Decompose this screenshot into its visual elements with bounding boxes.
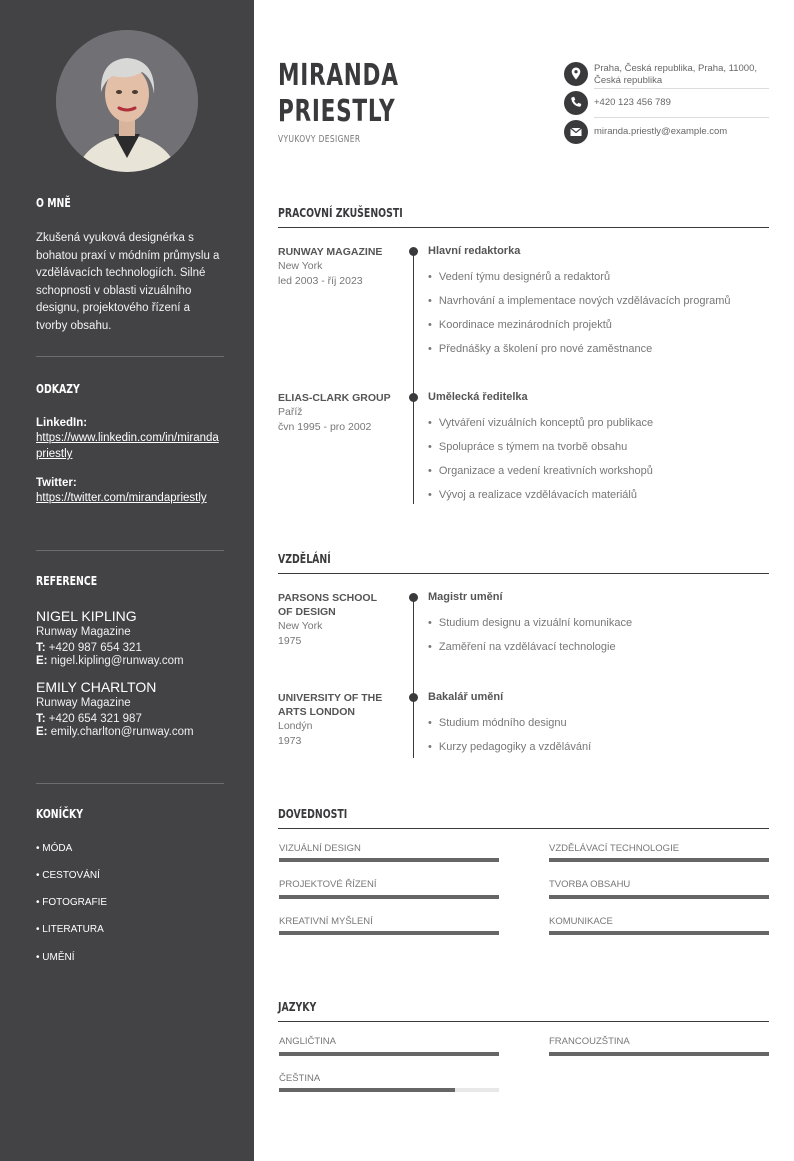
experience-bullet: • Vývoj a realizace vzdělávacích materiálů — [428, 489, 637, 501]
about-title: O MNĚ — [36, 196, 71, 210]
timeline-dot — [409, 693, 418, 702]
reference-name: EMILY CHARLTON — [36, 679, 157, 695]
hobby-item: • MÓDA — [36, 843, 73, 854]
experience-company: RUNWAY MAGAZINE — [278, 246, 383, 258]
experience-location: Paříž — [278, 406, 303, 418]
link-label: Twitter: — [36, 477, 77, 489]
reference-company: Runway Magazine — [36, 697, 131, 709]
contact-divider — [594, 117, 769, 118]
section-rule — [278, 1021, 769, 1022]
references-section — [36, 574, 224, 738]
skills-title: DOVEDNOSTI — [278, 807, 348, 821]
reference-item — [36, 608, 224, 667]
hobby-item: • CESTOVÁNÍ — [36, 870, 100, 881]
timeline-line — [413, 598, 414, 758]
experience-bullet: • Vedení týmu designérů a redaktorů — [428, 271, 610, 283]
reference-name: NIGEL KIPLING — [36, 608, 137, 624]
reference-phone: T: +420 654 321 987 — [36, 713, 142, 725]
education-school: PARSONS SCHOOL OF DESIGN — [278, 592, 377, 618]
contact-divider — [594, 88, 769, 89]
sidebar-divider — [36, 783, 224, 784]
address-text: Praha, Česká republika, Praha, 11000, Česká republika — [594, 63, 758, 86]
skill-bar — [279, 858, 499, 862]
job-title: VYUKOVY DESIGNER — [278, 134, 361, 145]
phone-text: +420 123 456 789 — [594, 97, 671, 108]
section-rule — [278, 227, 769, 228]
experience-dates: led 2003 - říj 2023 — [278, 275, 363, 287]
hobby-item: • UMĚNÍ — [36, 952, 75, 963]
timeline-dot — [409, 593, 418, 602]
skill-bar — [549, 858, 769, 862]
profile-photo — [56, 30, 198, 172]
links-section — [36, 382, 224, 506]
hobby-item: • FOTOGRAFIE — [36, 897, 108, 908]
contact-email — [564, 120, 769, 144]
language-label: FRANCOUZŠTINA — [549, 1036, 630, 1047]
education-year: 1973 — [278, 735, 302, 747]
experience-bullet: • Spolupráce s týmem na tvorbě obsahu — [428, 441, 627, 453]
timeline-line — [413, 252, 414, 504]
experience-role: Hlavní redaktorka — [428, 245, 521, 257]
education-title: VZDĚLÁNÍ — [278, 552, 331, 566]
references-title: REFERENCE — [36, 574, 98, 588]
skill-label: TVORBA OBSAHU — [549, 879, 631, 890]
experience-bullet: • Navrhování a implementace nových vzdělávacích programů — [428, 295, 731, 307]
education-bullet: • Studium módního designu — [428, 717, 567, 729]
link-label: LinkedIn: — [36, 417, 88, 429]
reference-phone: T: +420 987 654 321 — [36, 642, 142, 654]
email-text: miranda.priestly@example.com — [594, 126, 728, 137]
sidebar-divider — [36, 550, 224, 551]
language-bar — [549, 1052, 769, 1056]
experience-bullet: • Koordinace mezinárodních projektů — [428, 319, 612, 331]
contact-phone — [564, 91, 769, 115]
education-year: 1975 — [278, 635, 302, 647]
reference-email: E: emily.charlton@runway.com — [36, 726, 194, 738]
skill-bar — [279, 895, 499, 899]
section-rule — [278, 828, 769, 829]
experience-bullet: • Organizace a vedení kreativních workshopů — [428, 465, 653, 477]
link-item-twitter — [36, 477, 224, 506]
skill-label: KOMUNIKACE — [549, 916, 613, 927]
experience-location: New York — [278, 260, 323, 272]
education-degree: Bakalář umění — [428, 691, 504, 703]
section-rule — [278, 573, 769, 574]
experience-bullet: • Vytváření vizuálních konceptů pro publikace — [428, 417, 653, 429]
skill-label: VZDĚLÁVACÍ TECHNOLOGIE — [549, 843, 680, 854]
location-pin-icon — [564, 62, 588, 86]
education-school: UNIVERSITY OF THE ARTS LONDON — [278, 692, 383, 718]
timeline-dot — [409, 393, 418, 402]
education-location: New York — [278, 620, 323, 632]
language-label: ČEŠTINA — [279, 1073, 321, 1084]
skill-bar — [549, 931, 769, 935]
language-bar — [279, 1052, 499, 1056]
experience-company: ELIAS-CLARK GROUP — [278, 392, 391, 404]
hobby-item: • LITERATURA — [36, 924, 104, 935]
link-item-linkedin — [36, 417, 224, 462]
language-label: ANGLIČTINA — [279, 1036, 337, 1047]
phone-icon — [564, 91, 588, 115]
last-name: PRIESTLY — [278, 94, 396, 129]
education-location: Londýn — [278, 720, 313, 732]
contact-address — [564, 62, 769, 88]
skill-label: VIZUÁLNÍ DESIGN — [279, 843, 361, 854]
languages-title: JAZYKY — [278, 1000, 317, 1014]
reference-company: Runway Magazine — [36, 626, 131, 638]
education-bullet: • Studium designu a vizuální komunikace — [428, 617, 632, 629]
experience-role: Umělecká ředitelka — [428, 391, 528, 403]
reference-email: E: nigel.kipling@runway.com — [36, 655, 184, 667]
education-bullet: • Zaměření na vzdělávací technologie — [428, 641, 616, 653]
sidebar-divider — [36, 356, 224, 357]
experience-bullet: • Přednášky a školení pro nové zaměstnance — [428, 343, 652, 355]
about-text: Zkušená vyuková designérka s bohatou praxí v módním průmyslu a vzdělávacích technologiích. Silné schopnosti v oblasti vizuálního designu, projektového řízení a tvorby obsahu. — [36, 232, 220, 332]
about-section — [36, 196, 224, 335]
timeline-dot — [409, 247, 418, 256]
hobbies-section — [36, 807, 224, 963]
hobbies-title: KONÍČKY — [36, 807, 84, 821]
skill-bar — [279, 931, 499, 935]
education-degree: Magistr umění — [428, 591, 503, 603]
first-name: MIRANDA — [278, 58, 399, 93]
experience-dates: čvn 1995 - pro 2002 — [278, 421, 372, 433]
language-bar — [279, 1088, 499, 1092]
skill-label: PROJEKTOVÉ ŘÍZENÍ — [279, 879, 377, 890]
reference-item — [36, 679, 224, 738]
skill-label: KREATIVNÍ MYŠLENÍ — [279, 916, 373, 927]
twitter-link[interactable]: https://twitter.com/mirandapriestly — [36, 492, 207, 504]
links-title: ODKAZY — [36, 382, 80, 396]
education-bullet: • Kurzy pedagogiky a vzdělávání — [428, 741, 591, 753]
mail-icon — [564, 120, 588, 144]
experience-title: PRACOVNÍ ZKUŠENOSTI — [278, 206, 403, 220]
linkedin-link[interactable]: https://www.linkedin.com/in/mirandapriestly — [36, 432, 219, 460]
skill-bar — [549, 895, 769, 899]
